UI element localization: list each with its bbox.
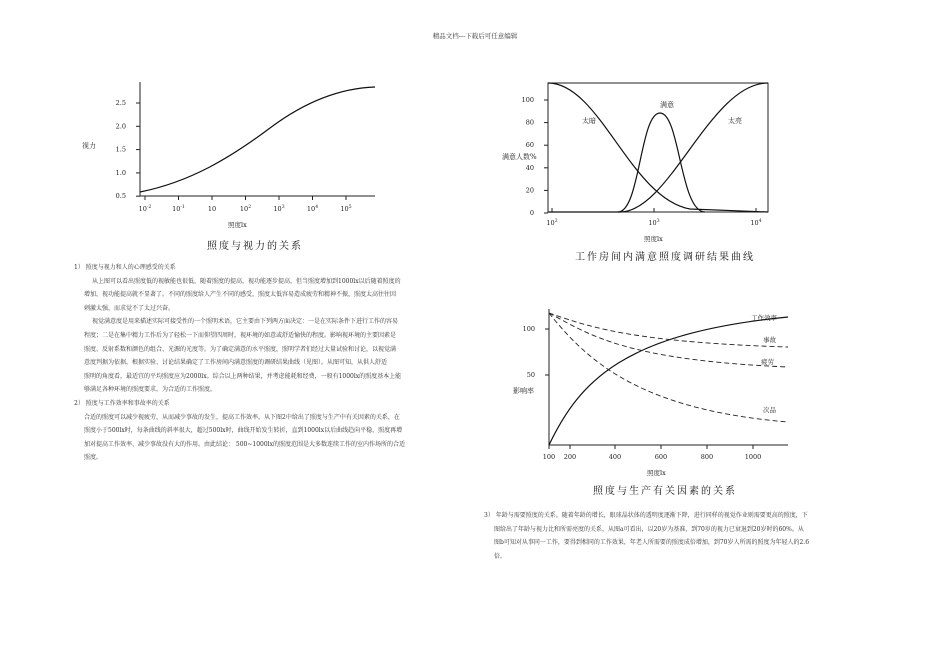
acuity-curve	[140, 87, 375, 192]
acuity-x-tick-label-base: 10	[340, 205, 349, 213]
defect-label: 次品	[763, 406, 776, 414]
production-x-label: 照度lx	[647, 469, 666, 477]
text-line: 意度判据为依据，根据实验、讨论结果确定了工作房间内满意照度的调研结果曲线（见图）。从图可知，从供人舒适	[84, 359, 388, 367]
text-line: 合适的照度可以减少视疲劳，从而减少事故的发生，提高工作效率。从下图2中给出了照度与生产中有关因素的关系，在	[84, 413, 400, 421]
satisfaction-y-tick-label: 80	[525, 118, 534, 127]
acuity-x-label: 照度lx	[228, 221, 247, 229]
text-line: 视觉满意度是用来描述实际可接受性的一个照明术语，它主要由下列两方面决定：一是在实际条件下进行工作的容易	[92, 318, 399, 326]
text-line: 增加，视功能提高就不显著了。不同的照度给人产生不同的感受，照度太低容易造成疲劳和精神不振，照度太高往往因	[84, 291, 397, 299]
satisfaction-y-tick-label: 60	[525, 141, 534, 150]
text-line: 照明的角度看，最适宜的平均照度应为2000lx。综合以上两种结果，并考虑能耗和经费，一般有1000lx的照度基本上能	[84, 372, 402, 380]
page-header: 精品文档---下载后可任意编辑	[432, 32, 518, 40]
production-x-tick-label: 100	[542, 453, 556, 461]
production-x-tick-label: 400	[608, 453, 622, 461]
too-dark-curve	[548, 83, 768, 212]
text-line: 2） 照度与工作效率和事故率的关系	[74, 399, 170, 407]
acuity-x-tick-label	[208, 205, 216, 213]
production-x-tick-label: 600	[654, 453, 668, 461]
production-y-tick-label: 100	[522, 325, 535, 333]
production-chart-caption: 照度与生产有关因素的关系	[593, 486, 737, 497]
acuity-x-tick-label-exponent: 2	[248, 205, 252, 210]
satisfied-label: 满意	[660, 101, 674, 109]
text-line: 倍。	[494, 552, 507, 560]
satisfaction-y-tick-label: 100	[521, 96, 534, 104]
production-x-tick-label: 1000	[744, 453, 762, 461]
acuity-chart-caption: 照度与视力的关系	[207, 241, 303, 252]
acuity-x-tick-label-base: 10	[239, 205, 249, 213]
fatigue-label: 疲劳	[761, 358, 774, 366]
satisfaction-x-tick-label	[546, 218, 557, 227]
satisfaction-x-tick-label	[750, 218, 761, 227]
satisfaction-y-tick-label: 20	[525, 186, 534, 195]
satisfaction-x-label: 照度lx	[644, 235, 663, 243]
acuity-x-tick-label-exponent: 5	[348, 205, 352, 210]
satisfaction-x-tick-label-exponent: 4	[758, 219, 762, 224]
text-line: 照度、反射系数和颜色的组合、光源的光度等。为了确定满意的水平照度，照明学者们经过大量试验和讨论，以视觉满	[84, 345, 397, 353]
satisfaction-x-tick-label	[648, 218, 659, 227]
acuity-x-tick-label-exponent: -1	[180, 205, 185, 210]
acuity-y-tick-label: 1.5	[115, 145, 126, 154]
text-line: 3） 年龄与需要照度的关系。随着年龄的增长，眼球晶状体的透明度逐渐下降，进行同样的视觉作业则需要更高的照度，下	[484, 512, 808, 519]
acuity-x-tick-label-base: 10	[273, 205, 282, 213]
acuity-x-tick-label	[172, 204, 185, 213]
too-bright-label: 太亮	[728, 117, 742, 125]
acuity-y-label: 视力	[82, 142, 96, 150]
satisfaction-x-tick-label-base: 10	[750, 219, 759, 227]
satisfaction-chart-caption: 工作房间内满意照度调研结果曲线	[575, 252, 755, 263]
text-line: 刺激太强，而求觉不了太过兴奋。	[84, 304, 175, 312]
acuity-x-tick-label	[307, 204, 318, 213]
text-line: 图给出了年龄与视力比和所需亮度的关系，从图a可看出，以20岁为基准，到70岁的视力已衰退到20岁时的60%。从	[494, 525, 804, 533]
text-line: 从上图可以看出照度低的视敏能也很低，随着照度的提高，视功能逐步提高，但当照度增加到1000lx以后随着照度的	[92, 277, 401, 285]
defect-curve	[549, 313, 788, 422]
satisfaction-y-tick-label: 0	[529, 209, 534, 217]
satisfaction-x-tick-label-base: 10	[648, 219, 657, 227]
acuity-x-tick-label	[139, 204, 152, 213]
left-body-text	[74, 261, 474, 465]
efficiency-label: 工作效率	[751, 314, 777, 322]
acuity-x-tick-label-exponent: -2	[146, 205, 152, 210]
production-y-label: 影响率	[513, 387, 534, 395]
efficiency-curve	[549, 317, 788, 445]
acuity-x-tick-label-exponent: 3	[281, 205, 285, 210]
satisfaction-chart	[500, 78, 780, 248]
acuity-y-tick-label: 0.5	[115, 192, 126, 201]
acuity-y-tick-label: 1.0	[115, 168, 126, 177]
satisfaction-x-tick-label-base: 10	[546, 219, 555, 227]
text-line: 1） 照度与视力和人的心理感受的关系	[74, 264, 176, 271]
satisfaction-x-tick-label-exponent: 2	[554, 219, 558, 224]
acuity-x-tick-label	[240, 204, 251, 213]
satisfaction-x-tick-label-exponent: 3	[656, 219, 660, 224]
too-dark-label: 太暗	[582, 117, 596, 125]
acuity-chart	[70, 70, 390, 240]
acuity-x-tick-label	[340, 204, 351, 213]
text-line: 程度；二是在集中精力工作后为了轻松一下而仰望四周时，视环境的如意或舒适愉快的程度。影响视环境的主要因素是	[84, 331, 397, 339]
right-body-text	[484, 509, 879, 563]
production-x-tick-label: 200	[563, 453, 577, 461]
text-line: 加对提高工作效率、减少事故没有大的作用。由此结论： 500~1000lx的照度范围是大多数连续工作的室内作场所的合适	[84, 440, 405, 448]
acuity-x-tick-label-exponent: 4	[315, 205, 319, 210]
acuity-x-tick-label-base: 10	[138, 205, 147, 213]
accident-label: 事故	[763, 336, 776, 344]
text-line: 照度小于500lx时，每条曲线的斜率很大，超过500lx时，曲线开始发生转折，直到1000lx以后曲线趋向平稳，照度再增	[84, 427, 403, 435]
text-line: 够满足各种环境的照度要求，为合适的工作照度。	[84, 386, 217, 394]
satisfaction-y-tick-label: 40	[525, 163, 534, 172]
production-chart	[505, 305, 795, 480]
acuity-y-tick-label: 2.5	[115, 99, 126, 107]
acuity-x-tick-label-base: 10	[172, 205, 181, 213]
acuity-x-tick-label-base: 10	[306, 205, 316, 213]
text-line: 照度。	[84, 454, 103, 462]
satisfaction-y-label: 满意人数%	[502, 153, 537, 161]
acuity-x-tick-label	[273, 204, 284, 213]
acuity-x-tick-label-base: 10	[207, 205, 217, 213]
production-y-tick-label: 50	[526, 371, 535, 379]
text-line: 图b可知对从事同一工作，要得到相同的工作效果，年老人所需要的照度成倍增加，到70岁人所需的照度为年轻人的2.6	[494, 539, 810, 547]
acuity-y-tick-label: 2.0	[115, 122, 126, 131]
production-x-tick-label: 800	[700, 453, 714, 461]
